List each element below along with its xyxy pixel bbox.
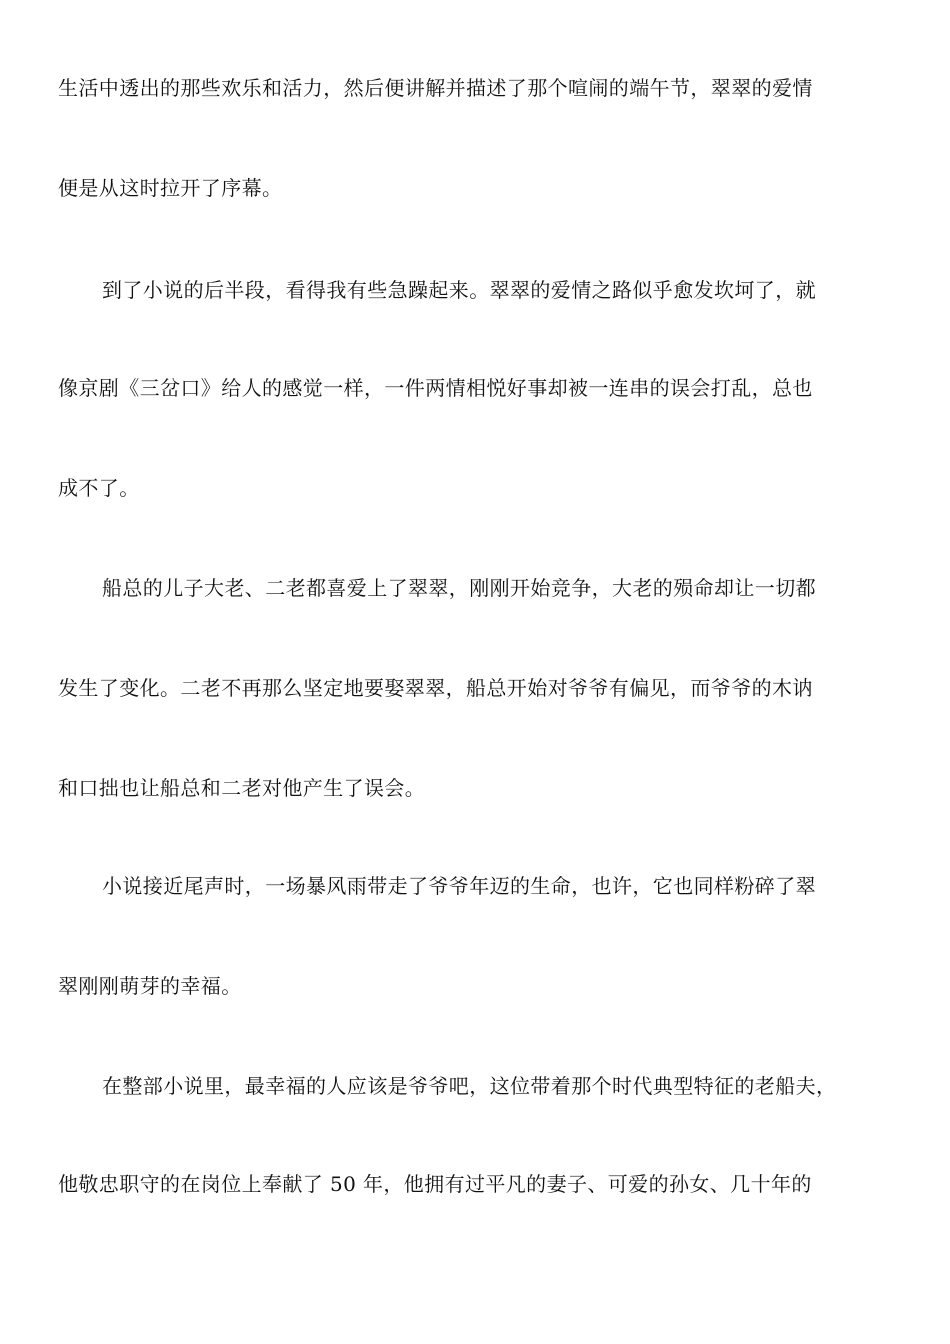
paragraph-line: 翠刚刚萌芽的幸福。 [58,974,242,998]
paragraph-line: 成不了。 [58,476,140,500]
paragraph-line: 到了小说的后半段，看得我有些急躁起来。翠翠的爱情之路似乎愈发坎坷了，就 [102,278,816,302]
paragraph-line: 他敬忠职守的在岗位上奉献了 50 年，他拥有过平凡的妻子、可爱的孙女、几十年的 [58,1172,812,1196]
paragraph-line: 便是从这时拉开了序幕。 [58,176,283,200]
paragraph-line: 小说接近尾声时，一场暴风雨带走了爷爷年迈的生命，也许，它也同样粉碎了翠 [102,874,816,898]
paragraph-line: 在整部小说里，最幸福的人应该是爷爷吧，这位带着那个时代典型特征的老船夫， [102,1074,837,1098]
paragraph-line: 和口拙也让船总和二老对他产生了误会。 [58,776,426,800]
paragraph-line: 生活中透出的那些欢乐和活力，然后便讲解并描述了那个喧闹的端午节，翠翠的爱情 [58,76,813,100]
paragraph-line: 发生了变化。二老不再那么坚定地要娶翠翠，船总开始对爷爷有偏见，而爷爷的木讷 [58,676,813,700]
paragraph-line: 像京剧《三岔口》给人的感觉一样，一件两情相悦好事却被一连串的误会打乱，总也 [58,376,813,400]
paragraph-line: 船总的儿子大老、二老都喜爱上了翠翠，刚刚开始竞争，大老的殒命却让一切都 [102,576,816,600]
